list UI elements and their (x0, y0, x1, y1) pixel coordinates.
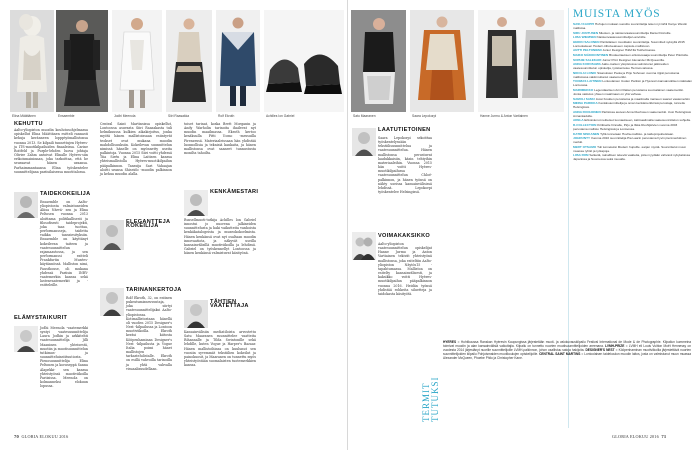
heading-laatutietoinen: LAATUTIETOINEN (378, 127, 431, 133)
page-number-left: 70 (14, 434, 19, 439)
muista-item (573, 71, 692, 79)
muista-item-text: Brodeeriauksen erikoisosaaja suunnittelija Peter Pilottolla. (609, 52, 689, 57)
photo-rolf (216, 10, 260, 112)
caption-saara: Saara Lepokorpi (412, 114, 437, 118)
text-kenkamestari: Russellmuoti-tutkija Achilles Ion Gabriel innostui jo nuorena jalkineiden suunnittelusta ja haki vaikutteita vanhoista kenkäkatalogeista ja museokokoelmista. Hänen kenkänsä ovat nyt osaltaan muodin innovaatiota, ja näkyvät useilla kansainvälisillä muotiviikoilla ja lehdissä. Gabriel on työskennellyt Lontoossa ja hänen kenkänsä valmistuvat käsityönä. (184, 218, 256, 256)
muista-item-name: ANTTI PELTONIEMI (573, 48, 603, 53)
heading-kenkamestari: KENKÄMESTARI (210, 189, 259, 195)
muista-item-text: Tuli tunnetuksi Mudern hupullle -sarjan myötä. Suunnittelut muun muassa ryhtiö ja työtapoja. (573, 144, 687, 153)
muista-item-name: ANNA RUOHONEN (573, 109, 602, 114)
column-2 (100, 122, 172, 178)
photo-achilles (264, 10, 344, 112)
muista-item-text: Junior Designer H&M:llä Tukholmassa. (602, 48, 656, 53)
muista-item-text: Miesten- ja naistenvaatesuunnittelija Daniel Dorioille. (598, 30, 672, 35)
muista-item-name: NIKOLAI LONKI (573, 70, 598, 75)
muista-item (573, 58, 692, 62)
heading-elegantteja: ELEGANTTEJA KOKEILIJA (126, 219, 171, 230)
column-3-kenka-text (184, 218, 256, 257)
termit-label-line-2: TUTUKSI (430, 376, 440, 422)
term-name: CENTRAL SAINT MARTINS (539, 352, 582, 357)
muista-item-text: Vuonna 2010 suunnittelija Pia Laarin perustama hyvin pienimerkkinen merkki. (573, 136, 687, 145)
muista-item-text: Junior Print Designer Alexander McQueenilla. (602, 57, 665, 62)
caption-achilles: Achilles Ion Gabriel (266, 114, 295, 118)
column-3-head-2 (210, 300, 256, 308)
muista-item-name: MINNA PARIKKA (573, 101, 599, 106)
muista-item-name: SOPHIE SALEKARI (573, 57, 603, 62)
muista-item-text: Tyllä tunnetaan Huvila-mallisto- ja taideprojekteistaan. (600, 131, 675, 136)
termit-label-line-1: TERMIT (421, 382, 431, 422)
portrait-rolf (100, 288, 124, 316)
portrait-saara (352, 128, 376, 156)
muista-item-name: TUOMAS LAITINEN (573, 79, 603, 84)
text-laatutietoinen: Saara Lepokorpi sekoittaa työskentelyssään tekstiilisuunnittelua ja vaatesuunnittelua. Hänen mallistonsa perustuvat laadukkaisiin, käsin tehtyihin materiaaleihin. Vuonna 2015 hän voitti Hyères-muotikilpailussa vaatesuunnittelun Chloé-palkinnon, ja hänen työnsä on nähty useissa kansainvälisissä lehdissä. Lepokorpi työskentelee Helsingissä. (378, 136, 432, 195)
muista-item (573, 145, 692, 153)
photo-elina (10, 10, 54, 112)
text-rolf-continued: toiset tarinat, koska Brett Morganin ja Andy Warholin tarinoita ihailevat nyt muodin maailmassa. Ekroth kertoo kesäkuulla Pitti Uomo -messuilla Firenzessä. Materiaaleissaan hän yhdistää luonnollisia ja teknisiä kankaita, ja hänen mallistonsa ovat saaneet tunnustusta monilta tahoilta. (184, 122, 256, 156)
muista-item-text: Huhujen mukaan suosittu suunnittelija teken nyt tähti Kanye Westin mallistoa. (573, 22, 688, 30)
muista-item-text: Lontoolainen Uuden Pariisin ja Hyèresin kansainvälisen näköalan Lontoossa. (573, 79, 692, 88)
magazine-name-right: GLORIA ELOKUU 2016 (612, 434, 659, 439)
muista-item-text: Jussi Koskien perustama ja maailmalla maineen saanut vaatemerkki. (595, 96, 691, 101)
spine (347, 0, 348, 450)
portrait-satu (184, 300, 208, 328)
caption-hanne-anton: Hanne Jurmu & Anton Vartiainen (480, 114, 528, 118)
column-1-elamys-text (40, 326, 88, 390)
term-definition: = Kööpenhaminan muotiviikoilla järjestettävä nuorten suunnittelijoiden kilpailu Pohjoismaiden muotikoulujen opiskelijoille. (443, 348, 692, 357)
photo-saara (410, 10, 474, 112)
text-tahtien-vaatettaja: Kansainvälisiin mediatiloista arvostettu Satu Maaranen suunnittelee vaatteita Rihannalle ja Tilda Swintonille sekä lehdille, kuten Vogue ja Harper's Bazaar. Hänen mallistoihinsa on kuulunut sen vuosiin syvemmät tekstiilien kokeilut ja painokuosit, ja Maaranen on tunnettu myös yhteistyöstään suomalaisten tuotemerkkien kanssa. (184, 330, 256, 368)
photo-ensaemble (56, 10, 108, 112)
portrait-jodhi (14, 326, 38, 352)
column-1-taide-text (40, 200, 88, 289)
caption-elina: Elina Määttänen (12, 114, 36, 118)
muista-item (573, 110, 692, 118)
term-name: HYERES (443, 340, 458, 344)
column-1-head-2 (40, 191, 91, 197)
portrait-achilles (184, 190, 208, 216)
muista-item (573, 132, 692, 136)
caption-satu: Satu Maaranen (353, 114, 376, 118)
muista-item-name: MERT OTSAMO (573, 144, 598, 149)
muista-item (573, 79, 692, 87)
photo-hanne-anton (478, 10, 564, 112)
column-a-text (378, 136, 432, 196)
caption-ensaemble: Ensaemble (58, 114, 75, 118)
term-name: LVMH-PRIZE (605, 344, 626, 349)
muista-item (573, 153, 692, 161)
column-a-head (378, 128, 432, 132)
muista-item-name: ARELA (573, 118, 585, 123)
term-definition: = Lontoolaisen taidekoulun muodin laitos, josta on valmistunut muun muassa Alexander McQueen, Phoebe Philo ja Christopher Kane. (443, 352, 691, 361)
caption-siiri: Siiri Raasakka (168, 114, 190, 118)
heading-kehuttu: KEHUTTU (14, 121, 43, 127)
muista-item-name: KATRI NISKANEN (573, 131, 601, 136)
column-3-head (210, 189, 259, 195)
footer-left (14, 434, 68, 439)
muista-item-name: JOHRUNTY (573, 136, 591, 141)
termit-tutuksi-text (443, 340, 691, 360)
muista-item (573, 40, 692, 48)
muista-item (573, 31, 692, 35)
muista-item (573, 136, 692, 144)
muista-myos-title: MUISTA MYÖS (573, 8, 661, 20)
caption-jodhi: Jodhi Meenola (114, 114, 136, 118)
caption-rolf: Rolf Ekroth (218, 114, 235, 118)
muista-item-name: SIRU JUNTUNEN (573, 30, 599, 35)
muista-item-name: LIISA WIEMSEN (573, 35, 598, 40)
muista-item (573, 101, 692, 109)
muista-item (573, 118, 692, 122)
footer-right (612, 434, 666, 439)
muista-item-text: Pariisilaisen muotitalon suunnittelija. Suunnitteli syksyllä 2015 Lontoolaiseen Hodern-tilitoiveaiseen capsule-mallistoon. (573, 39, 685, 48)
muista-myos-sidebar (568, 8, 692, 428)
column-3-tahti-text (184, 330, 256, 369)
muista-item-text: Kenkäsuunnittelija ja oman kenkämerkkinsä perustaja, tunnettu Helsingissä. (573, 101, 686, 110)
muista-item-name: MAIRIMEKKO (573, 87, 595, 92)
term-definition: = Huhtikuussa Ranskan Hyèresin Kaupungissa järjestetään muoti- ja valokuvauskilpailu Festival International de Mode & de Photographie. Kilpailun kummeina toimivat muodin ja alan kansainvälisiä vaikuttajia. Kilpailu on tunnettu nuorten muotisuunnittelijoiden areenana. (443, 340, 691, 349)
muista-item (573, 97, 692, 101)
muista-item-text: Sisaruksien Paola ja Pirjo Suhosen vuonna ripjät perustama mallistossa vakiinnuttanut vaatemerkki. (573, 70, 680, 79)
muista-item-text: Erikoistunut neitteiset tuunaukseen, kalimaailmalla vaatesuunnittelun sohjella. (584, 118, 691, 123)
muista-item (573, 48, 692, 52)
muista-item (573, 53, 692, 57)
heading-tahtien-vaatettaja: TÄHTIEN VAATETTAJA (210, 299, 249, 310)
muista-item (573, 123, 692, 131)
muista-item-name: SAMULI SAMU (573, 96, 596, 101)
portrait-hanne-anton (352, 232, 376, 260)
muista-item-text: Selkeitä, rainallisen tekeviä vaatteita, joita myydään vahvasti nykytaloissa Japanissa ja Suomessa sekä muualla. (573, 153, 690, 162)
muista-item-name: R-COLLECTION (573, 122, 598, 127)
muista-item-name: LIISA RIISI (573, 153, 590, 158)
muista-item-name: MAIKO MÄKIKONTINEN (573, 52, 610, 57)
magazine-name-left: GLORIA ELOKUU 2016 (21, 434, 69, 439)
page-number-right: 71 (661, 434, 667, 439)
column-3 (184, 122, 256, 157)
muista-item (573, 88, 692, 96)
term-definition: = LVMH eli Louis Vuitton Moët Hennessy on vuodesta 2014 järjestänyt nuorille suunnittelijoille LVMH-palkinnon, johon osallistuu satoja hakijoita. (443, 344, 691, 353)
portrait-ensaemble (14, 192, 38, 218)
column-2-head (126, 220, 172, 228)
column-1-bottom (14, 316, 88, 322)
muista-item-text: Pariisissa asuvan Anna Ruohosen vaatemerkki. Uusi Helsingissä Annankadulla. (573, 109, 691, 118)
heading-taidekokeilija: TAIDEKOKEILIJA (40, 191, 91, 197)
column-1 (14, 122, 88, 176)
text-voimakaksikko: Aalto-yliopiston vaatesuunnittelun opiskelijat Hanne Jurmu ja Anton Vartiainen tekivät yhteistyönä mallistonsa, joka esiteltiin Aalto-yliopiston Näytös15 -tapahtumassa. Mallistoa on esitelty kansainvälisesti, ja kaksikko voitti Hyères-muotikilpailun pääpalkinnon vuonna 2016. Heidän työnsä yhdistää rohkeita siluetteja ja taidokasta käsityötä. (378, 242, 432, 296)
muista-item (573, 62, 692, 70)
column-a-head-2 (378, 234, 432, 238)
column-a-voima-text (378, 242, 432, 298)
text-elamystaikurit: Jodhi Meenola -vaatemerkki syntyi vaatesuunnittelija Laura Jodhin ja arkkitehti vaatesuunnittelija Jilli Maaninen yhteisestä, muotiin ja muotisuunnittelun tutkimus- ja suunnitteluinstituutiosta. Pienosuunnittelija Elina Peltonen ja koruseppä Sanna Alapekki- sen kanssa yhteistyössä muotiviikoilla Pariisissa. Meenola on kolmanneksi elokuun lopussa. (40, 326, 88, 389)
text-taidekokeilija: Ensaemble on Aalto-yliopistosta valmistuneiden Aliisa Närvä- sen ja Elina Peltosen vuonna 2013 aloittama politikallisesti ja filosofisesti taideprojekti, joka taas tuottaa, performansseja, taidetta vaikka tanssiesityksiin. Ensaemble on käyttänyt kokeilevan taiteen ja vaatesuunnittelun rajamaastossa, ja sen performanssi esitteli Frankfurtin Musées-käytännössä. Malliston nimi, Fausthouse, oli mukana yhdessä Pariisin INRY-vaatemerkin kanssa sekä lastenvaatemerkit ja -esitteleille. (40, 200, 88, 288)
termit-tutuksi-label (421, 338, 439, 422)
heading-voimakaksikko: VOIMAKAKSIKKO (378, 233, 431, 239)
photo-jodhi (112, 10, 162, 112)
heading-elamystaikurit: ELÄMYSTAIKURIT (14, 315, 68, 321)
muista-item-name: SASU KAUPPI (573, 22, 596, 26)
muista-item (573, 35, 692, 39)
term-name: DESIGNER'S NEST (585, 348, 616, 353)
heading-tarinankertoja: TARINANKERTOJA (126, 287, 182, 293)
muista-item-text: Kriittiselle hinnalle, Pirjo ja Ilkka Ruuhijärvien vuonna 2003 perustama mallisto Helsingissä ja Lontoossa. (573, 122, 678, 131)
photo-siiri (166, 10, 212, 112)
text-elegant-intro: Central Saint Martinsissa opiskellut, Lontoossa asuvasta Siiri Raasakasta tuli helmikuussa kulkien aikakirjoitus, jonka myötä hänen mallistoissaan esiintyvät teokset ovat mukana muodin mahdollisuuksiin. Kokeilevan suunnittelun nimissä hänelle on myönnetty useita palkintoja. Vuonna 2015 Siiri voitti yhdessä Tiia Sirén ja Elina Laitisen kanssa yhteismallistolla Hyères-muotikilpailun pääpalkinnon. Tanssija Sari Vahaajan aloitti uransa Shiseido -muodin palkinnon ja kehua muodin alalla. (100, 122, 172, 176)
muista-item-text: Aalto-malson yliopistossa valmistunut jalkineiden vaatesuunnittelun opiskelija, työskentelee Hermès-talossa. (573, 62, 669, 71)
muista-item-text: Legendaarisen Armi Ratian perustama suomalainen vaatemerkki. Jonka vaikutus yhteen maailmaan on yhä vahvaa. (573, 87, 684, 96)
text-kehuttu: Aalto-yliopiston muodin koulutusohjelmassa opiskellut Elina Määttänen esitteli rannasti kehuja keränneen loppptyömallistonsa vuonna 2013. Se kilpaili tunnettujen Hyères- ja ITS-muotikilpailuiden finaaleissa. Carine Roitfeld ja Purple-lehden luova johtaja Olivier Zahm antoivat Elinalle Hyères-siin erikoismaininnan, joka tarkoittaa, että he seuraavat hänen uraansa. Parhaimmantaansa Elina työskentelee suunnittelijana pariisilaisessa muotitalossa. (14, 128, 88, 174)
muista-item (573, 22, 692, 30)
muista-item-name: ANNA KUROSAWA (573, 62, 602, 67)
column-2-tarina-text (126, 296, 172, 373)
portrait-siiri (100, 220, 124, 250)
muista-item-text: Naistenvaatesuunnittelija Lanvinille. (597, 35, 647, 40)
muista-item-name: HEIKKI SALONEN (573, 39, 601, 44)
photo-satu (351, 10, 406, 112)
text-tarinankertoja: Rolf Ekroth, 32, on entinen pukeutumisneuvontaja, joka siirtyi vaatesuunnittelijaksi Aalto-yliopistossa. Kotimallistostaan hänellä oli vuoden 2015 Designer's Nest -kilpailussa ja Lontoon muotiviikoilla. Ekroth keräsi kiitosta Kööpenhaminan Designer's Nest -kilpailusta ja Vogue Italia poimi hänet mallistojen tarkastelulistalle. Ekroth on esillä vahvoilla tarinoilla ja yhtä vahvalla visuaalisuudellaan. (126, 296, 172, 371)
muista-myos-list (573, 22, 692, 161)
